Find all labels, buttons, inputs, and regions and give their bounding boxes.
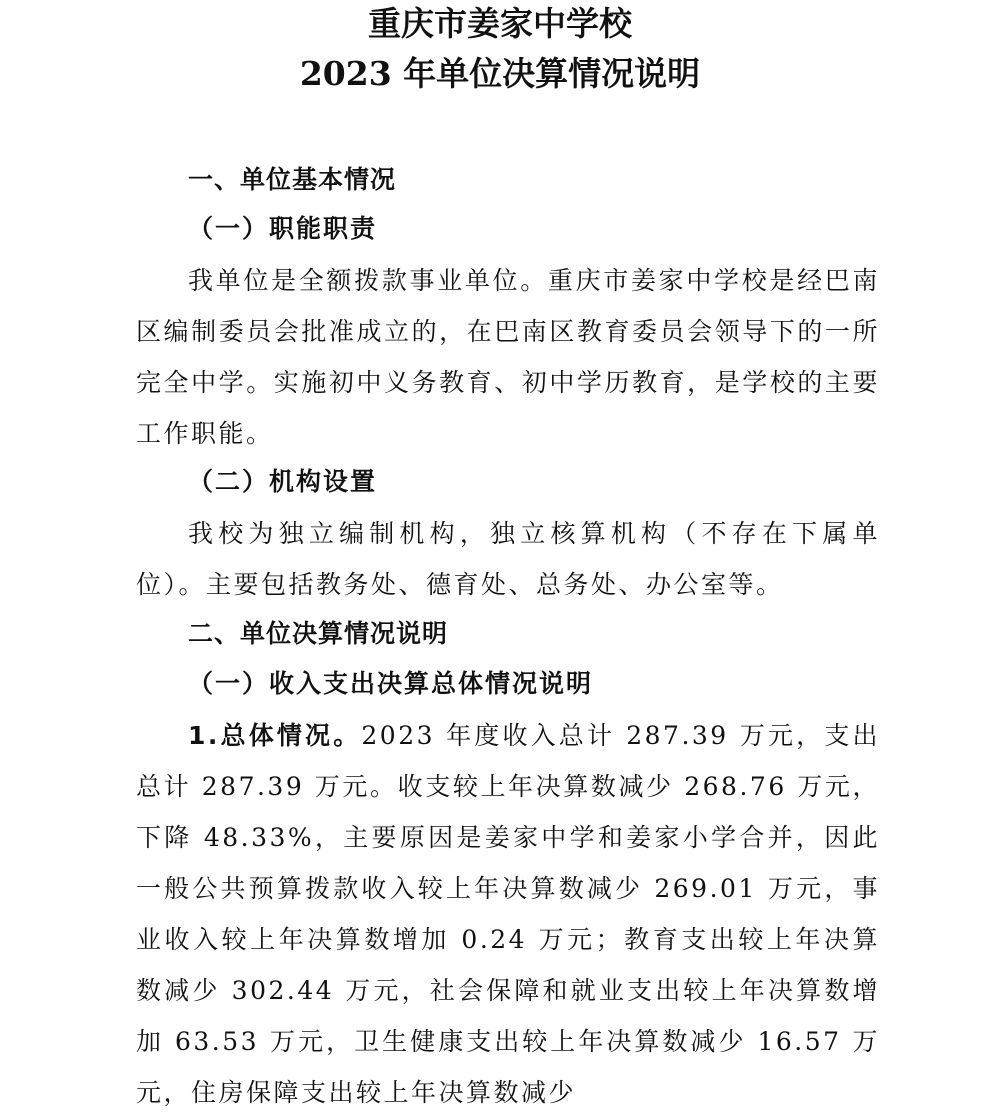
section-2-heading: 二、单位决算情况说明 [188,619,449,648]
section-1-1-heading: （一）职能职责 [188,214,378,243]
section-2-1-paragraph [136,710,880,1118]
section-1-heading: 一、单位基本情况 [188,165,397,194]
section-2-1-heading: （一）收入支出决算总体情况说明 [188,669,594,698]
document-subtitle: 2023 年单位决算情况说明 [299,54,701,93]
paragraph-lead: 1.总体情况。 [188,721,362,750]
paragraph-body: 2023 年度收入总计 287.39 万元，支出总计 287.39 万元。收支较上年决算数减少 268.76 万元，下降 48.33%，主要原因是姜家中学和姜家小学合并，因此一般公共预算拨款收入较上年决算数减少 269.01 万元，事业收入较上年决算数增加 0.24 万元；教育支出较上年决算数减少 302.44 万元，社会保障和就业支出较上年决算数增加 63.53 万元，卫生健康支出较上年决算数减少 16.57 万元，住房保障支出较上年决算数减少 [136,721,880,1107]
section-1-1-paragraph: 我单位是全额拨款事业单位。重庆市姜家中学校是经巴南区编制委员会批准成立的，在巴南区教育委员会领导下的一所完全中学。实施初中义务教育、初中学历教育，是学校的主要工作职能。 [136,266,880,448]
document-title: 重庆市姜家中学校 [368,4,632,43]
section-1-2-heading: （二）机构设置 [188,467,378,496]
section-1-2-paragraph: 我校为独立编制机构，独立核算机构（不存在下属单位）。主要包括教务处、德育处、总务处、办公室等。 [136,519,880,599]
